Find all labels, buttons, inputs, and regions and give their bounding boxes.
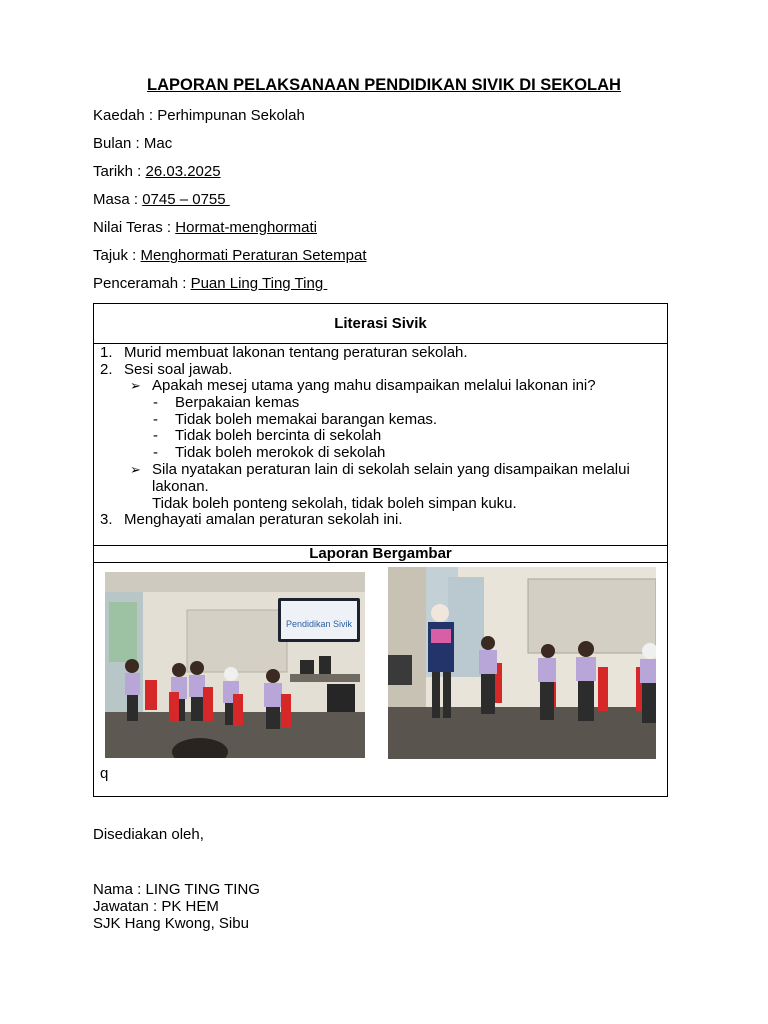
- report-table: Literasi Sivik 1. Murid membuat lakonan tentang peraturan sekolah. 2. Sesi soal jawab. ➢ Apakah mesej utama yang mahu disampaikan melalui lakonan ini? - Berpakaian kemas - Tidak boleh memakai barangan kemas. - Tidak boleh bercinta di sekolah - Tidak boleh merokok di sekolah ➢ Sila nyatakan peraturan lain di sekolah selain yang disampaikan melalui lakonan. Tidak boleh ponteng sekolah, tidak boleh simpan kuku. 3. Menghayati amalan peraturan sekolah ini. Laporan Bergambar Pendidikan Sivik q: [93, 303, 668, 797]
- student-figure: [125, 659, 140, 721]
- arrow-bullet-icon: ➢: [130, 378, 141, 393]
- signatory-position: Jawatan : PK HEM: [93, 898, 219, 915]
- divider: [94, 562, 667, 563]
- activity-photo-2: [388, 567, 656, 759]
- field-tajuk: Tajuk : Menghormati Peraturan Setempat: [93, 247, 367, 264]
- student-figure: [189, 661, 205, 721]
- prepared-by-label: Disediakan oleh,: [93, 826, 204, 843]
- stray-character: q: [100, 765, 109, 782]
- field-bulan: Bulan : Mac: [93, 135, 173, 152]
- field-tarikh: Tarikh : 26.03.2025: [93, 163, 221, 180]
- field-kaedah: Kaedah : Perhimpunan Sekolah: [93, 107, 305, 124]
- answer-text: Tidak boleh ponteng sekolah, tidak boleh simpan kuku.: [152, 495, 517, 512]
- screen-title: Pendidikan Sivik: [285, 619, 353, 629]
- arrow-bullet-icon: ➢: [130, 462, 141, 477]
- report-title: LAPORAN PELAKSANAAN PENDIDIKAN SIVIK DI SEKOLAH: [147, 76, 621, 94]
- field-penceramah: Penceramah : Puan Ling Ting Ting: [93, 275, 328, 292]
- literasi-heading: Literasi Sivik: [334, 315, 427, 332]
- student-figure: [264, 669, 282, 729]
- laporan-heading: Laporan Bergambar: [309, 545, 452, 562]
- field-masa: Masa : 0745 – 0755: [93, 191, 230, 208]
- field-nilai-teras: Nilai Teras : Hormat-menghormati: [93, 219, 317, 236]
- school-name: SJK Hang Kwong, Sibu: [93, 915, 249, 932]
- question-continuation: lakonan.: [152, 478, 209, 495]
- activity-photo-1: [105, 572, 365, 758]
- signatory-name: Nama : LING TING TING: [93, 881, 260, 898]
